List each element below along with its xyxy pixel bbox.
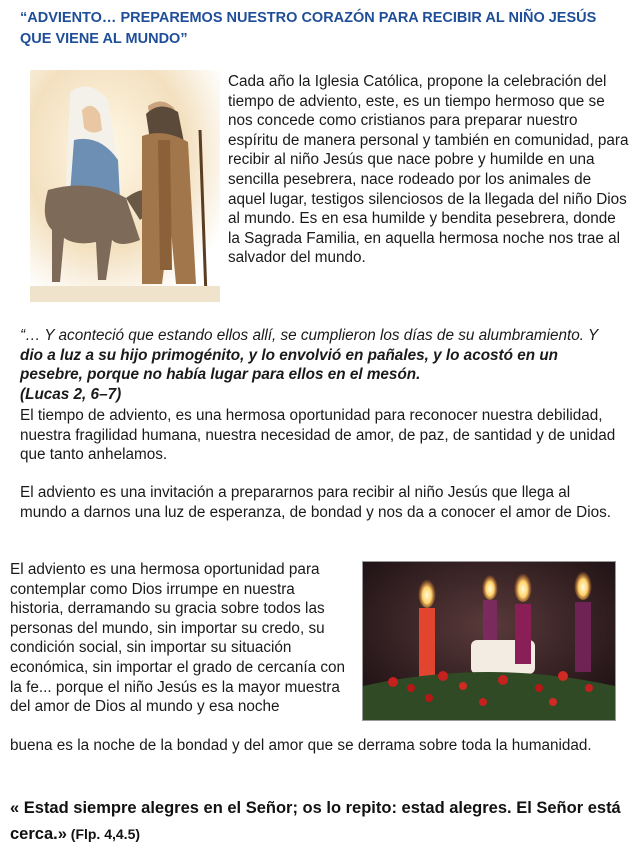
quote-reference: (Lucas 2, 6–7) — [20, 385, 122, 403]
quote-text: “… Y aconteció que estando ellos allí, se cumplieron los días de su alumbramiento. Y — [20, 327, 598, 344]
holy-family-journey-image — [30, 70, 220, 302]
quote-bold-text: dio a luz a su hijo primogénito, y lo envolvió en pañales, y lo acostó en un pesebre, porque no había lugar para ellos en el mesón. — [20, 346, 559, 384]
page-title: “ADVIENTO… PREPAREMOS NUESTRO CORAZÓN PARA RECIBIR AL NIÑO JESÚS QUE VIENE AL MUNDO” — [20, 10, 597, 47]
paragraph-advent-opportunity: El tiempo de adviento, es una hermosa oportunidad para reconocer nuestra debilidad, nuestra fragilidad humana, nuestra necesidad de amor, de paz, de santidad y de unidad que tanto anhelamos. — [20, 407, 616, 464]
intro-paragraph: Cada año la Iglesia Católica, propone la celebración del tiempo de adviento, este, es un tiempo hermoso que se nos concede como cristianos para preparar nuestro espíritu de manera personal y también en comunidad, para recibir al niño Jesús que nace pobre y humilde en una sencilla pesebrera, nace rodeado por los animales de aquel lugar, testigos silenciosos de la llegada del niño Dios al mundo. Es en esa humilde y bendita pesebrera, donde la Sagrada Familia, en aquella hermosa noche nos trae al salvador del mundo. — [228, 73, 629, 267]
paragraph-advent-invitation: El adviento es una invitación a prepararnos para recibir al niño Jesús que llega al mundo a darnos una luz de esperanza, de bondad y nos da a conocer el amor de Dios. — [20, 484, 612, 521]
closing-quote — [10, 795, 630, 847]
paragraph-advent-grace: El adviento es una hermosa oportunidad para contemplar como Dios irrumpe en nuestra historia, derramando su gracia sobre todos las personas del mundo, sin importar su credo, su condición social, sin importar su situación económica, sin importar el grado de cercanía con la fe... porque el niño Jesús es la mayor muestra del amor de Dios al mundo y esa noche — [10, 561, 346, 716]
advent-candles-image — [362, 561, 616, 721]
closing-quote-text: « Estad siempre alegres en el Señor; os lo repito: estad alegres. El Señor está cerca.» — [10, 799, 621, 843]
paragraph-advent-grace-continued: buena es la noche de la bondad y del amor que se derrama sobre toda la humanidad. — [10, 737, 592, 754]
scripture-quote — [20, 326, 620, 404]
closing-quote-citation: (Flp. 4,4.5) — [66, 826, 141, 842]
